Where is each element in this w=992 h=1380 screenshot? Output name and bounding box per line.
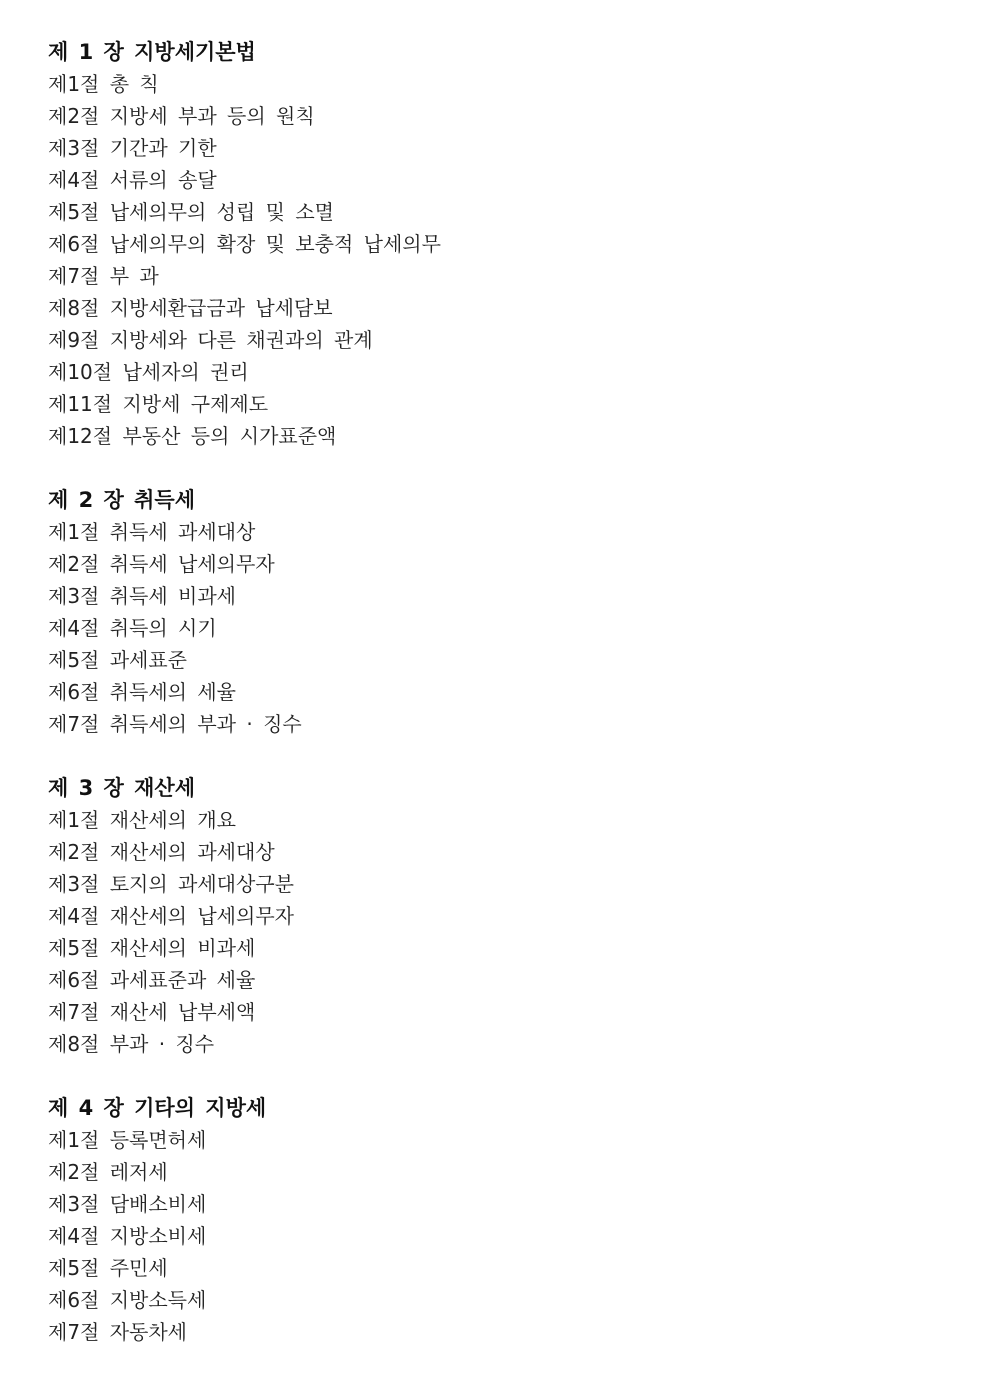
list-item: 제2절 레저세 (48, 1160, 168, 1184)
list-item: 제7절 재산세 납부세액 (48, 1000, 256, 1024)
list-item: 제10절 납세자의 권리 (48, 360, 249, 384)
table-of-contents (48, 36, 948, 1380)
list-item: 제4절 재산세의 납세의무자 (48, 904, 294, 928)
list-item: 제12절 부동산 등의 시가표준액 (48, 424, 337, 448)
list-item: 제6절 납세의무의 확장 및 보충적 납세의무 (48, 232, 441, 256)
chapter-title: 제 3 장 재산세 (48, 776, 195, 800)
list-item: 제2절 취득세 납세의무자 (48, 552, 275, 576)
list-item: 제5절 재산세의 비과세 (48, 936, 256, 960)
list-item: 제1절 총 칙 (48, 72, 159, 96)
list-item: 제2절 지방세 부과 등의 원칙 (48, 104, 315, 128)
section-list (48, 1124, 948, 1348)
list-item: 제6절 취득세의 세율 (48, 680, 236, 704)
section-list (48, 516, 948, 740)
list-item: 제11절 지방세 구제제도 (48, 392, 269, 416)
list-item: 제3절 담배소비세 (48, 1192, 207, 1216)
chapter-title: 제 1 장 지방세기본법 (48, 40, 256, 64)
list-item: 제7절 부 과 (48, 264, 159, 288)
list-item: 제3절 기간과 기한 (48, 136, 217, 160)
list-item: 제5절 납세의무의 성립 및 소멸 (48, 200, 334, 224)
list-item: 제3절 취득세 비과세 (48, 584, 236, 608)
chapter-2 (48, 484, 948, 740)
list-item: 제3절 토지의 과세대상구분 (48, 872, 294, 896)
chapter-3 (48, 772, 948, 1060)
list-item: 제1절 등록면허세 (48, 1128, 207, 1152)
chapter-4 (48, 1092, 948, 1348)
list-item: 제6절 지방소득세 (48, 1288, 207, 1312)
chapter-title: 제 4 장 기타의 지방세 (48, 1096, 267, 1120)
list-item: 제1절 취득세 과세대상 (48, 520, 256, 544)
list-item: 제5절 주민세 (48, 1256, 168, 1280)
list-item: 제1절 재산세의 개요 (48, 808, 236, 832)
list-item: 제6절 과세표준과 세율 (48, 968, 256, 992)
list-item: 제9절 지방세와 다른 채권과의 관계 (48, 328, 373, 352)
list-item: 제5절 과세표준 (48, 648, 188, 672)
list-item: 제8절 지방세환급금과 납세담보 (48, 296, 333, 320)
chapter-title: 제 2 장 취득세 (48, 488, 195, 512)
chapter-1 (48, 36, 948, 452)
section-list (48, 804, 948, 1060)
list-item: 제7절 자동차세 (48, 1320, 188, 1344)
section-list (48, 68, 948, 452)
list-item: 제7절 취득세의 부과 · 징수 (48, 712, 302, 736)
list-item: 제8절 부과 · 징수 (48, 1032, 215, 1056)
list-item: 제4절 취득의 시기 (48, 616, 217, 640)
list-item: 제2절 재산세의 과세대상 (48, 840, 275, 864)
list-item: 제4절 서류의 송달 (48, 168, 217, 192)
list-item: 제4절 지방소비세 (48, 1224, 207, 1248)
